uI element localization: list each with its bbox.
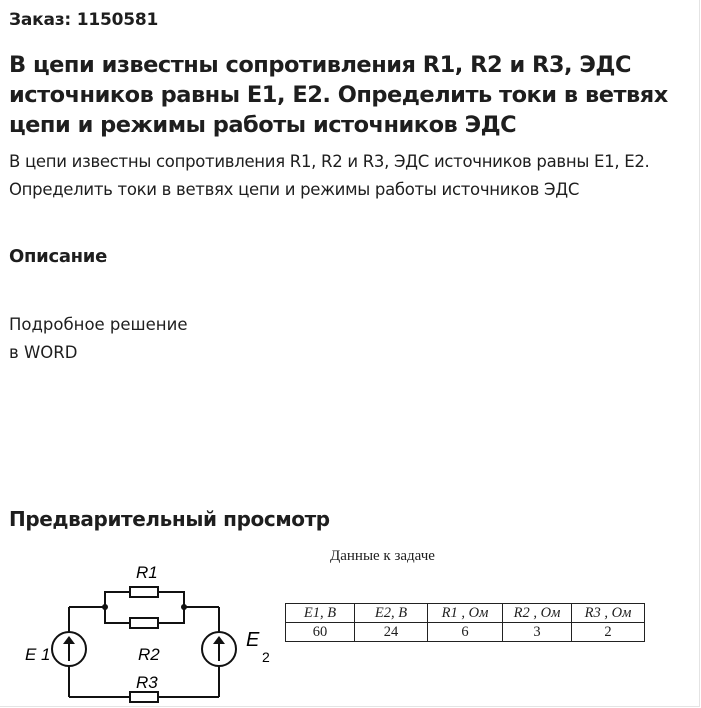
table-cell: 24 <box>355 623 428 642</box>
junction-right <box>181 604 187 610</box>
source-e1 <box>52 632 86 666</box>
source-e2 <box>202 632 236 666</box>
resistor-r2 <box>130 618 158 628</box>
description-line: Подробное решение <box>9 315 188 334</box>
table-cell: 60 <box>286 623 355 642</box>
label-e2: E <box>246 629 260 651</box>
wire-r2-right <box>158 607 184 623</box>
wire-r1-right <box>158 592 184 607</box>
description-text <box>9 311 187 367</box>
label-e1: E 1 <box>25 645 51 664</box>
table-header-cell: R3 , Ом <box>572 604 645 623</box>
table-cell: 3 <box>503 623 572 642</box>
circuit-diagram <box>0 556 280 708</box>
preview-heading: Предварительный просмотр <box>9 507 330 531</box>
label-r2: R2 <box>138 645 160 664</box>
wire-r2-left <box>105 607 130 623</box>
table-cell: 2 <box>572 623 645 642</box>
table-row <box>286 623 645 642</box>
preview-caption: Данные к задаче <box>330 548 435 564</box>
label-r3: R3 <box>136 673 158 692</box>
order-number: Заказ: 1150581 <box>9 10 159 30</box>
table-cell: 6 <box>428 623 503 642</box>
table-header-cell: E1, В <box>286 604 355 623</box>
table-header-row <box>286 604 645 623</box>
junction-left <box>102 604 108 610</box>
page-title: В цепи известны сопротивления R1, R2 и R3, ЭДС источников равны E1, E2. Определить токи в ветвях цепи и режимы работы источников ЭДС <box>9 52 668 138</box>
given-data-table <box>285 603 645 642</box>
label-r1: R1 <box>136 563 158 582</box>
description-heading: Описание <box>9 246 108 267</box>
label-e2-subscript: 2 <box>262 649 270 665</box>
table-header-cell: E2, В <box>355 604 428 623</box>
wire-r1-left <box>105 592 130 607</box>
table-header-cell: R2 , Ом <box>503 604 572 623</box>
task-statement: В цепи известны сопротивления R1, R2 и R3, ЭДС источников равны E1, E2. Определить токи в ветвях цепи и режимы работы источников ЭДС <box>9 152 650 199</box>
table-header-cell: R1 , Ом <box>428 604 503 623</box>
resistor-r3 <box>130 692 158 702</box>
description-line: в WORD <box>9 343 78 362</box>
resistor-r1 <box>130 587 158 597</box>
